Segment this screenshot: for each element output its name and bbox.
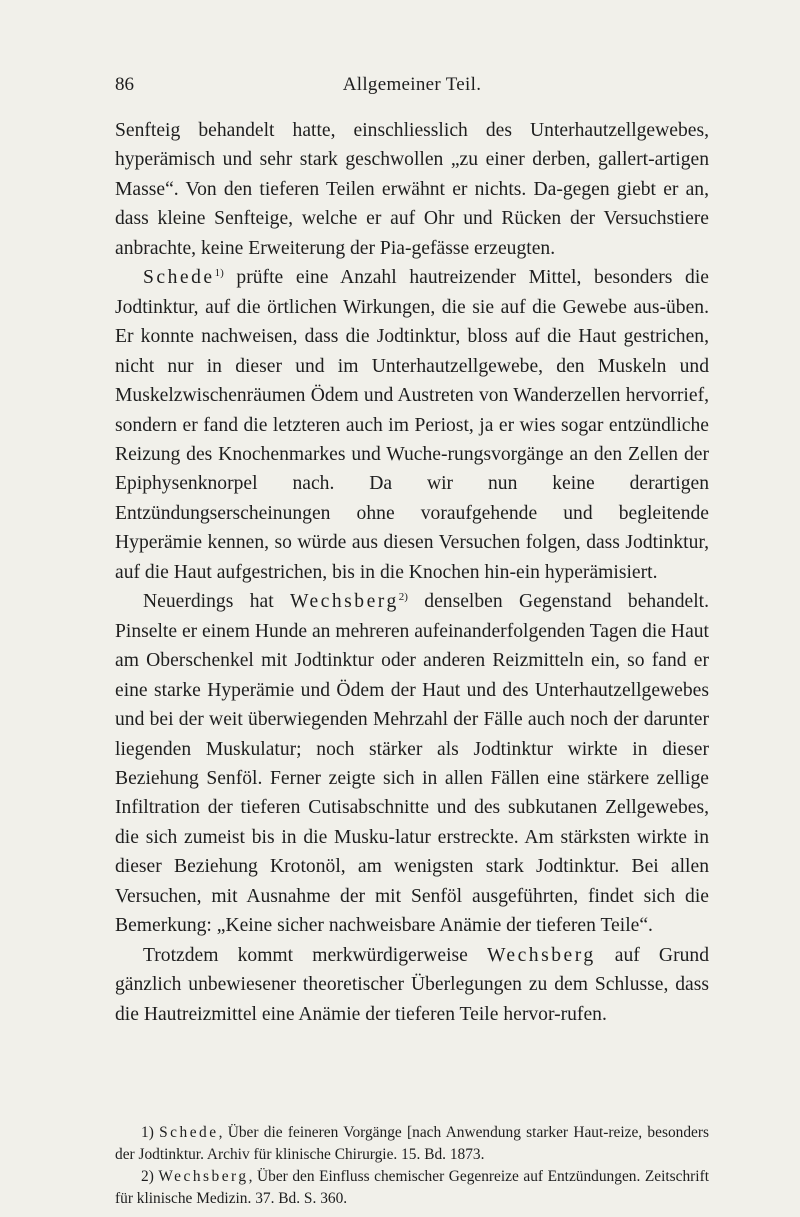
paragraph-text-lead: Trotzdem kommt merkwürdigerweise	[143, 944, 487, 966]
paragraph-text: auf Grund gänzlich unbewiesener theoretischer Überlegungen zu dem Schlusse, dass die Hautreizmittel eine Anämie der tieferen Teile hervor-rufen.	[115, 944, 709, 1025]
footnote-author: Schede	[159, 1124, 219, 1141]
paragraph-text: Senfteig behandelt hatte, einschliesslich des Unterhautzellgewebes, hyperämisch und sehr stark geschwollen „zu einer derben, gallert-artigen Masse“. Von den tieferen Teilen erwähnt er nichts. Da-gegen giebt er an, dass kleine Senfteige, welche er auf Ohr und Rücken der Versuchstiere anbrachte, keine Erweiterung der Pia-gefässe erzeugten.	[115, 120, 709, 259]
page-number: 86	[115, 74, 134, 95]
footnote-ref: 1)	[214, 267, 224, 280]
footnote-1	[115, 1122, 709, 1166]
author-name: Schede	[143, 267, 215, 289]
footnote-ref: 2)	[398, 591, 408, 604]
footnote-number: 1)	[141, 1124, 154, 1141]
running-head: Allgemeiner Teil.	[342, 74, 482, 95]
paragraph-3	[115, 587, 709, 940]
paragraph-text: denselben Gegenstand behandelt. Pinselte er einem Hunde an mehreren aufeinanderfolgenden Tagen die Haut am Oberschenkel mit Jodtinktur oder anderen Reizmitteln ein, so fand er eine starke Hyperämie und Ödem der Haut und des Unterhautzellgewebes und bei der weit überwiegenden Mehrzahl der Fälle auch noch der darunter liegenden Muskulatur; noch stärker als Jodtinktur wirkte in dieser Beziehung Senföl. Ferner zeigte sich in allen Fällen eine stärkere zellige Infiltration der tieferen Cutisabschnitte und des subkutanen Zellgewebes, die sich zumeist bis in die Musku-latur erstreckte. Am stärksten wirkte in dieser Beziehung Krotonöl, am wenigsten stark Jodtinktur. Bei allen Versuchen, mit Ausnahme der mit Senföl ausgeführten, findet sich die Bemerkung: „Keine sicher nachweisbare Anämie der tieferen Teile“.	[115, 591, 710, 937]
footnote-2	[115, 1166, 709, 1210]
footnote-text: , Über die feineren Vorgänge [nach Anwendung starker Haut-reize, besonders der Jodtinktur. Archiv für klinische Chirurgie. 15. Bd. 1873.	[115, 1124, 709, 1163]
footnotes	[115, 1122, 709, 1210]
footnote-text: , Über den Einfluss chemischer Gegenreize auf Entzündungen. Zeitschrift für klinische Medizin. 37. Bd. S. 360.	[115, 1168, 709, 1207]
paragraph-4	[115, 941, 709, 1029]
footnote-author: Wechsberg	[158, 1168, 249, 1185]
page-header	[115, 74, 709, 100]
paragraph-2	[115, 263, 709, 587]
paragraph-text: prüfte eine Anzahl hautreizender Mittel, besonders die Jodtinktur, auf die örtlichen Wirkungen, die sie auf die Gewebe aus-üben. Er konnte nachweisen, dass die Jodtinktur, bloss auf die Haut gestrichen, nicht nur in dieser und im Unterhautzellgewebe, den Muskeln und Muskelzwischenräumen Ödem und Austreten von Wanderzellen hervorrief, sondern er fand die letzteren auch im Periost, ja er wies sogar entzündliche Reizung des Knochenmarkes und Wuche-rungsvorgänge an den Zellen der Epiphysenknorpel nach. Da wir nun keine derartigen Entzündungserscheinungen ohne voraufgehende und begleitende Hyperämie kennen, so würde aus diesen Versuchen folgen, dass Jodtinktur, auf die Haut aufgestrichen, bis in die Knochen hin-ein hyperämisiert.	[115, 267, 709, 583]
paragraph-1	[115, 116, 709, 263]
paragraph-text-lead: Neuerdings hat	[143, 591, 291, 613]
body-text	[115, 116, 709, 1029]
footnote-number: 2)	[141, 1168, 154, 1185]
author-name: Wechsberg	[290, 591, 399, 613]
author-name: Wechsberg	[486, 944, 596, 966]
